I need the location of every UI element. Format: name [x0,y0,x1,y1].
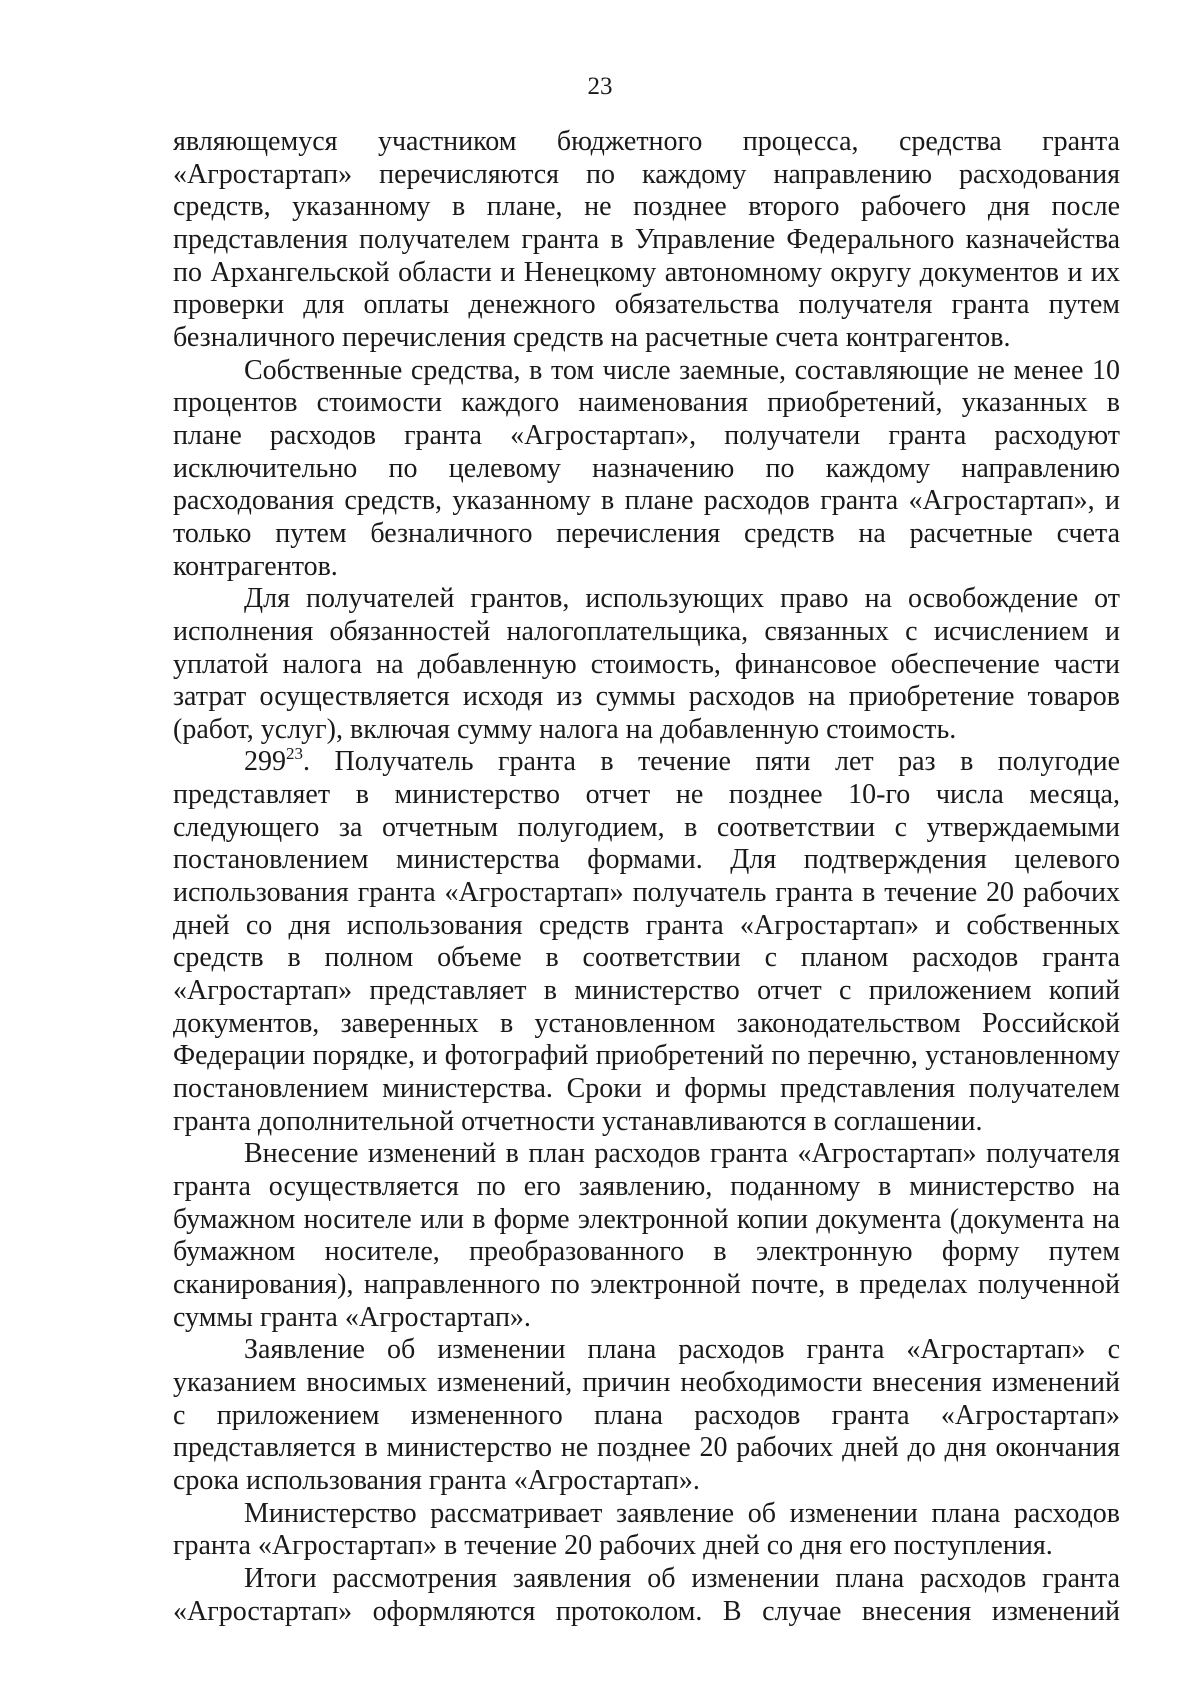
paragraph-change-application: Заявление об изменении плана расходов гранта «Агростартап» с указанием вносимых изменений, причин необходимости внесения изменений с приложением измененного плана расходов гранта «Агростартап» представляется в министерство не позднее 20 рабочих дней до дня окончания срока использования гранта «Агростартап». [173,1334,1120,1496]
paragraph-continuation: являющемуся участником бюджетного процесса, средства гранта «Агростартап» перечисляются по каждому направлению расходования средств, указанному в плане, не позднее второго рабочего дня после представления получателем гранта в Управление Федерального казначейства по Архангельской области и Ненецкому автономному округу документов и их проверки для оплаты денежного обязательства получателя гранта путем безналичного перечисления средств на расчетные счета контрагентов. [173,126,1120,353]
clause-number: 299 [244,746,286,778]
page-number: 23 [587,73,613,100]
paragraph-own-funds: Собственные средства, в том числе заемные, составляющие не менее 10 процентов стоимости каждого наименования приобретений, указанных в плане расходов гранта «Агростартап», получатели гранта расходуют исключительно по целевому назначению по каждому направлению расходования средств, указанному в плане расходов гранта «Агростартап», и только путем безналичного перечисления средств на расчетные счета контрагентов. [173,354,1120,582]
paragraph-ministry-review: Министерство рассматривает заявление об изменении плана расходов гранта «Агростартап» в течение 20 рабочих дней со дня его поступления. [173,1497,1120,1562]
paragraph-vat-exemption: Для получателей грантов, использующих право на освобождение от исполнения обязанностей налогоплательщика, связанных с исчислением и уплатой налога на добавленную стоимость, финансовое обеспечение части затрат осуществляется исходя из суммы расходов на приобретение товаров (работ, услуг), включая сумму налога на добавленную стоимость. [173,583,1120,745]
paragraph-plan-changes: Внесение изменений в план расходов гранта «Агростартап» получателя гранта осуществляется по его заявлению, поданному в министерство на бумажном носителе или в форме электронной копии документа (документа на бумажном носителе, преобразованного в электронную форму путем сканирования), направленного по электронной почте, в пределах полученной суммы гранта «Агростартап». [173,1138,1120,1333]
document-body [173,126,1120,1628]
clause-text: . Получатель гранта в течение пяти лет раз в полугодие представляет в министерство отчет не позднее 10-го числа месяца, следующего за отчетным полугодием, в соответствии с утверждаемыми постановлением министерства формами. Для подтверждения целевого использования гранта «Агростартап» получатель гранта в течение 20 рабочих дней со дня использования средств гранта «Агростартап» и собственных средств в полном объеме в соответствии с планом расходов гранта «Агростартап» представляет в министерство отчет с приложением копий документов, заверенных в установленном законодательством Российской Федерации порядке, и фотографий приобретений по перечню, установленному постановлением министерства. Сроки и формы представления получателем гранта дополнительной отчетности устанавливаются в соглашении. [173,746,1120,1137]
clause-number-superscript: 23 [286,744,303,764]
paragraph-review-results: Итоги рассмотрения заявления об изменении плана расходов гранта «Агростартап» оформляются протоколом. В случае внесения изменений [173,1562,1120,1627]
paragraph-299-23 [173,746,1120,1138]
